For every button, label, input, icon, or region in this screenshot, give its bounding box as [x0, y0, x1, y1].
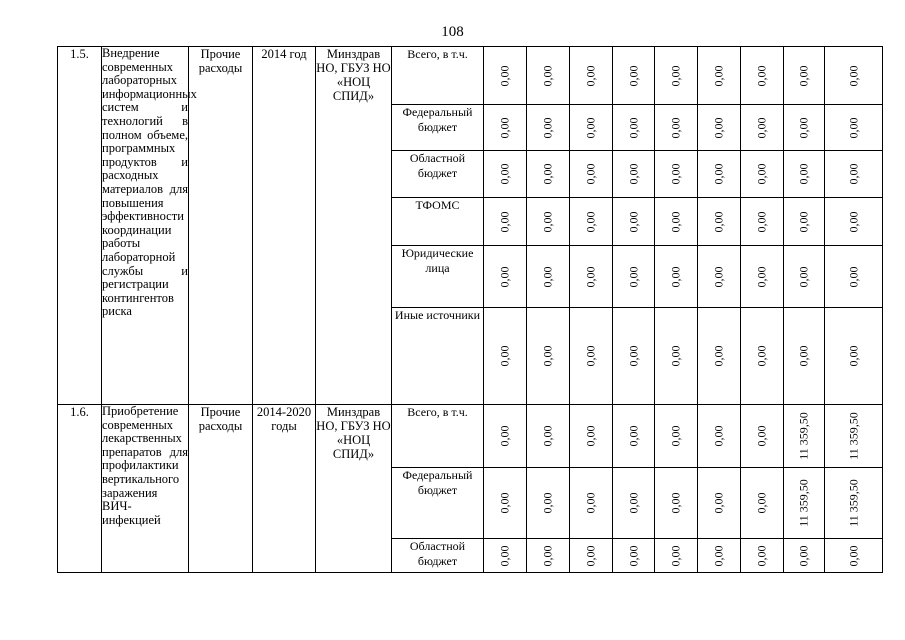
- value-text: 0,00: [668, 545, 683, 566]
- value-text: 0,00: [583, 266, 598, 287]
- value-cell: [655, 47, 698, 105]
- value-text: 0,00: [540, 492, 555, 514]
- value-text: 0,00: [540, 545, 555, 566]
- value-cell: [655, 246, 698, 308]
- value-text: 0,00: [796, 211, 811, 232]
- value-text: 0,00: [846, 345, 860, 367]
- value-text: 0,00: [711, 211, 726, 232]
- value-text: 0,00: [583, 163, 598, 185]
- budget-table: [57, 46, 883, 573]
- value-text: 0,00: [583, 117, 598, 138]
- value-text: 0,00: [583, 545, 598, 566]
- value-text: 0,00: [754, 117, 769, 138]
- value-text: 0,00: [796, 65, 811, 86]
- value-cell: [741, 539, 784, 573]
- value-cell: [741, 47, 784, 105]
- value-cell: [527, 47, 570, 105]
- value-cell: [741, 246, 784, 308]
- value-text: 0,00: [626, 211, 640, 232]
- value-cell: [698, 246, 741, 308]
- value-text: 0,00: [711, 492, 726, 514]
- value-cell: [784, 468, 825, 539]
- value-cell: [613, 105, 655, 151]
- value-text: 11 359,50: [796, 479, 811, 527]
- funding-source-cell: Иные источники: [392, 308, 484, 405]
- value-text: 0,00: [540, 425, 555, 447]
- value-cell: [613, 539, 655, 573]
- value-text: 0,00: [540, 266, 555, 287]
- value-cell: [698, 151, 741, 198]
- value-text: 0,00: [626, 65, 640, 86]
- value-cell: [784, 151, 825, 198]
- value-text: 0,00: [754, 211, 769, 232]
- value-text: 0,00: [540, 65, 555, 86]
- value-text: 0,00: [668, 266, 683, 287]
- value-cell: [741, 405, 784, 468]
- value-cell: [655, 151, 698, 198]
- value-text: 0,00: [626, 425, 640, 447]
- funding-source-cell: ТФОМС: [392, 198, 484, 246]
- value-cell: [613, 151, 655, 198]
- value-cell: [613, 47, 655, 105]
- value-text: 0,00: [497, 425, 512, 447]
- value-cell: [784, 246, 825, 308]
- value-cell: [655, 308, 698, 405]
- value-text: 0,00: [846, 266, 860, 287]
- value-text: 0,00: [668, 65, 683, 86]
- value-text: 0,00: [497, 117, 512, 138]
- executor-cell: Минздрав НО, ГБУЗ НО «НОЦ СПИД»: [316, 47, 392, 405]
- value-text: 0,00: [626, 492, 640, 514]
- value-cell: [613, 246, 655, 308]
- value-cell: [527, 539, 570, 573]
- value-text: 0,00: [497, 266, 512, 287]
- value-text: 0,00: [668, 117, 683, 138]
- value-cell: [784, 198, 825, 246]
- value-text: 0,00: [754, 425, 769, 447]
- value-cell: [698, 198, 741, 246]
- value-text: 0,00: [846, 163, 860, 185]
- value-cell: [613, 405, 655, 468]
- value-text: 0,00: [796, 117, 811, 138]
- value-text: 0,00: [711, 65, 726, 86]
- value-cell: [698, 105, 741, 151]
- value-cell: [484, 246, 527, 308]
- funding-source-cell: Юридические лица: [392, 246, 484, 308]
- value-cell: [825, 468, 883, 539]
- value-cell: [698, 47, 741, 105]
- value-text: 11 359,50: [846, 412, 860, 460]
- value-cell: [527, 151, 570, 198]
- value-cell: [570, 468, 613, 539]
- value-text: 0,00: [583, 492, 598, 514]
- value-text: 0,00: [583, 211, 598, 232]
- value-text: 0,00: [497, 492, 512, 514]
- item-number-cell: 1.5.: [58, 47, 102, 405]
- value-text: 0,00: [583, 65, 598, 86]
- value-cell: [484, 308, 527, 405]
- funding-source-cell: Областной бюджет: [392, 151, 484, 198]
- executor-cell: Минздрав НО, ГБУЗ НО «НОЦ СПИД»: [316, 405, 392, 573]
- table-row: [58, 405, 883, 468]
- value-cell: [570, 198, 613, 246]
- value-cell: [484, 405, 527, 468]
- value-cell: [527, 105, 570, 151]
- value-text: 0,00: [754, 266, 769, 287]
- value-cell: [570, 151, 613, 198]
- period-cell: 2014-2020 годы: [253, 405, 316, 573]
- item-name-cell: Внедрение современных лабораторных информационных систем и технологий в полном объеме, программных продуктов и расходных материалов для повышения эффективности координации работы лабораторной службы и регистрации контингентов риска: [102, 47, 189, 405]
- table-row: [58, 47, 883, 105]
- value-cell: [698, 539, 741, 573]
- value-cell: [784, 405, 825, 468]
- value-cell: [484, 198, 527, 246]
- value-cell: [784, 308, 825, 405]
- value-cell: [484, 105, 527, 151]
- value-cell: [570, 539, 613, 573]
- value-text: 0,00: [846, 65, 860, 86]
- value-cell: [527, 246, 570, 308]
- value-text: 0,00: [796, 345, 811, 367]
- value-text: 0,00: [626, 545, 640, 566]
- value-text: 0,00: [711, 345, 726, 367]
- value-cell: [484, 151, 527, 198]
- value-text: 0,00: [796, 545, 811, 566]
- value-cell: [613, 468, 655, 539]
- value-cell: [741, 308, 784, 405]
- value-cell: [698, 468, 741, 539]
- value-text: 0,00: [668, 425, 683, 447]
- value-text: 0,00: [626, 266, 640, 287]
- value-cell: [570, 246, 613, 308]
- value-text: 11 359,50: [846, 479, 860, 527]
- item-name-cell: Приобретение современных лекарственных препаратов для профилактики вертикального заражения ВИЧ-инфекцией: [102, 405, 189, 573]
- value-text: 0,00: [754, 492, 769, 514]
- value-text: 0,00: [711, 425, 726, 447]
- value-text: 0,00: [626, 117, 640, 138]
- value-text: 0,00: [754, 163, 769, 185]
- value-cell: [613, 308, 655, 405]
- value-cell: [570, 308, 613, 405]
- page-number: 108: [441, 24, 464, 40]
- value-cell: [825, 539, 883, 573]
- funding-source-cell: Федеральный бюджет: [392, 468, 484, 539]
- value-cell: [825, 105, 883, 151]
- period-cell: 2014 год: [253, 47, 316, 405]
- value-text: 0,00: [754, 545, 769, 566]
- value-text: 0,00: [497, 545, 512, 566]
- value-cell: [655, 105, 698, 151]
- funding-source-cell: Областной бюджет: [392, 539, 484, 573]
- value-text: 0,00: [497, 163, 512, 185]
- value-text: 0,00: [668, 492, 683, 514]
- value-text: 0,00: [711, 163, 726, 185]
- value-text: 0,00: [796, 163, 811, 185]
- value-cell: [784, 47, 825, 105]
- value-text: 11 359,50: [796, 412, 811, 460]
- value-cell: [784, 539, 825, 573]
- value-cell: [527, 198, 570, 246]
- value-text: 0,00: [583, 425, 598, 447]
- value-cell: [613, 198, 655, 246]
- value-cell: [570, 105, 613, 151]
- value-cell: [825, 47, 883, 105]
- value-cell: [825, 151, 883, 198]
- value-text: 0,00: [846, 211, 860, 232]
- value-text: 0,00: [626, 345, 640, 367]
- value-cell: [655, 468, 698, 539]
- value-cell: [698, 405, 741, 468]
- value-cell: [825, 308, 883, 405]
- value-text: 0,00: [846, 545, 860, 566]
- value-text: 0,00: [796, 266, 811, 287]
- value-text: 0,00: [711, 545, 726, 566]
- value-cell: [570, 47, 613, 105]
- value-text: 0,00: [540, 163, 555, 185]
- table-body: [58, 47, 883, 573]
- value-text: 0,00: [668, 345, 683, 367]
- value-cell: [784, 105, 825, 151]
- funding-source-cell: Федеральный бюджет: [392, 105, 484, 151]
- value-text: 0,00: [626, 163, 640, 185]
- value-text: 0,00: [668, 211, 683, 232]
- value-text: 0,00: [583, 345, 598, 367]
- value-cell: [527, 308, 570, 405]
- value-cell: [825, 246, 883, 308]
- value-text: 0,00: [754, 345, 769, 367]
- value-text: 0,00: [711, 117, 726, 138]
- value-text: 0,00: [711, 266, 726, 287]
- value-cell: [655, 405, 698, 468]
- value-text: 0,00: [497, 65, 512, 86]
- value-text: 0,00: [540, 211, 555, 232]
- value-cell: [698, 308, 741, 405]
- value-cell: [825, 405, 883, 468]
- value-text: 0,00: [497, 345, 512, 367]
- value-text: 0,00: [846, 117, 860, 138]
- value-cell: [484, 47, 527, 105]
- value-cell: [655, 198, 698, 246]
- value-text: 0,00: [540, 117, 555, 138]
- value-text: 0,00: [668, 163, 683, 185]
- value-cell: [655, 539, 698, 573]
- value-cell: [741, 151, 784, 198]
- expense-type-cell: Прочие расходы: [189, 405, 253, 573]
- value-text: 0,00: [540, 345, 555, 367]
- item-number-cell: 1.6.: [58, 405, 102, 573]
- value-cell: [741, 198, 784, 246]
- value-cell: [527, 405, 570, 468]
- value-cell: [484, 539, 527, 573]
- value-text: 0,00: [497, 211, 512, 232]
- value-cell: [527, 468, 570, 539]
- value-cell: [741, 105, 784, 151]
- funding-source-cell: Всего, в т.ч.: [392, 405, 484, 468]
- funding-source-cell: Всего, в т.ч.: [392, 47, 484, 105]
- value-cell: [570, 405, 613, 468]
- expense-type-cell: Прочие расходы: [189, 47, 253, 405]
- value-cell: [825, 198, 883, 246]
- value-text: 0,00: [754, 65, 769, 86]
- value-cell: [484, 468, 527, 539]
- value-cell: [741, 468, 784, 539]
